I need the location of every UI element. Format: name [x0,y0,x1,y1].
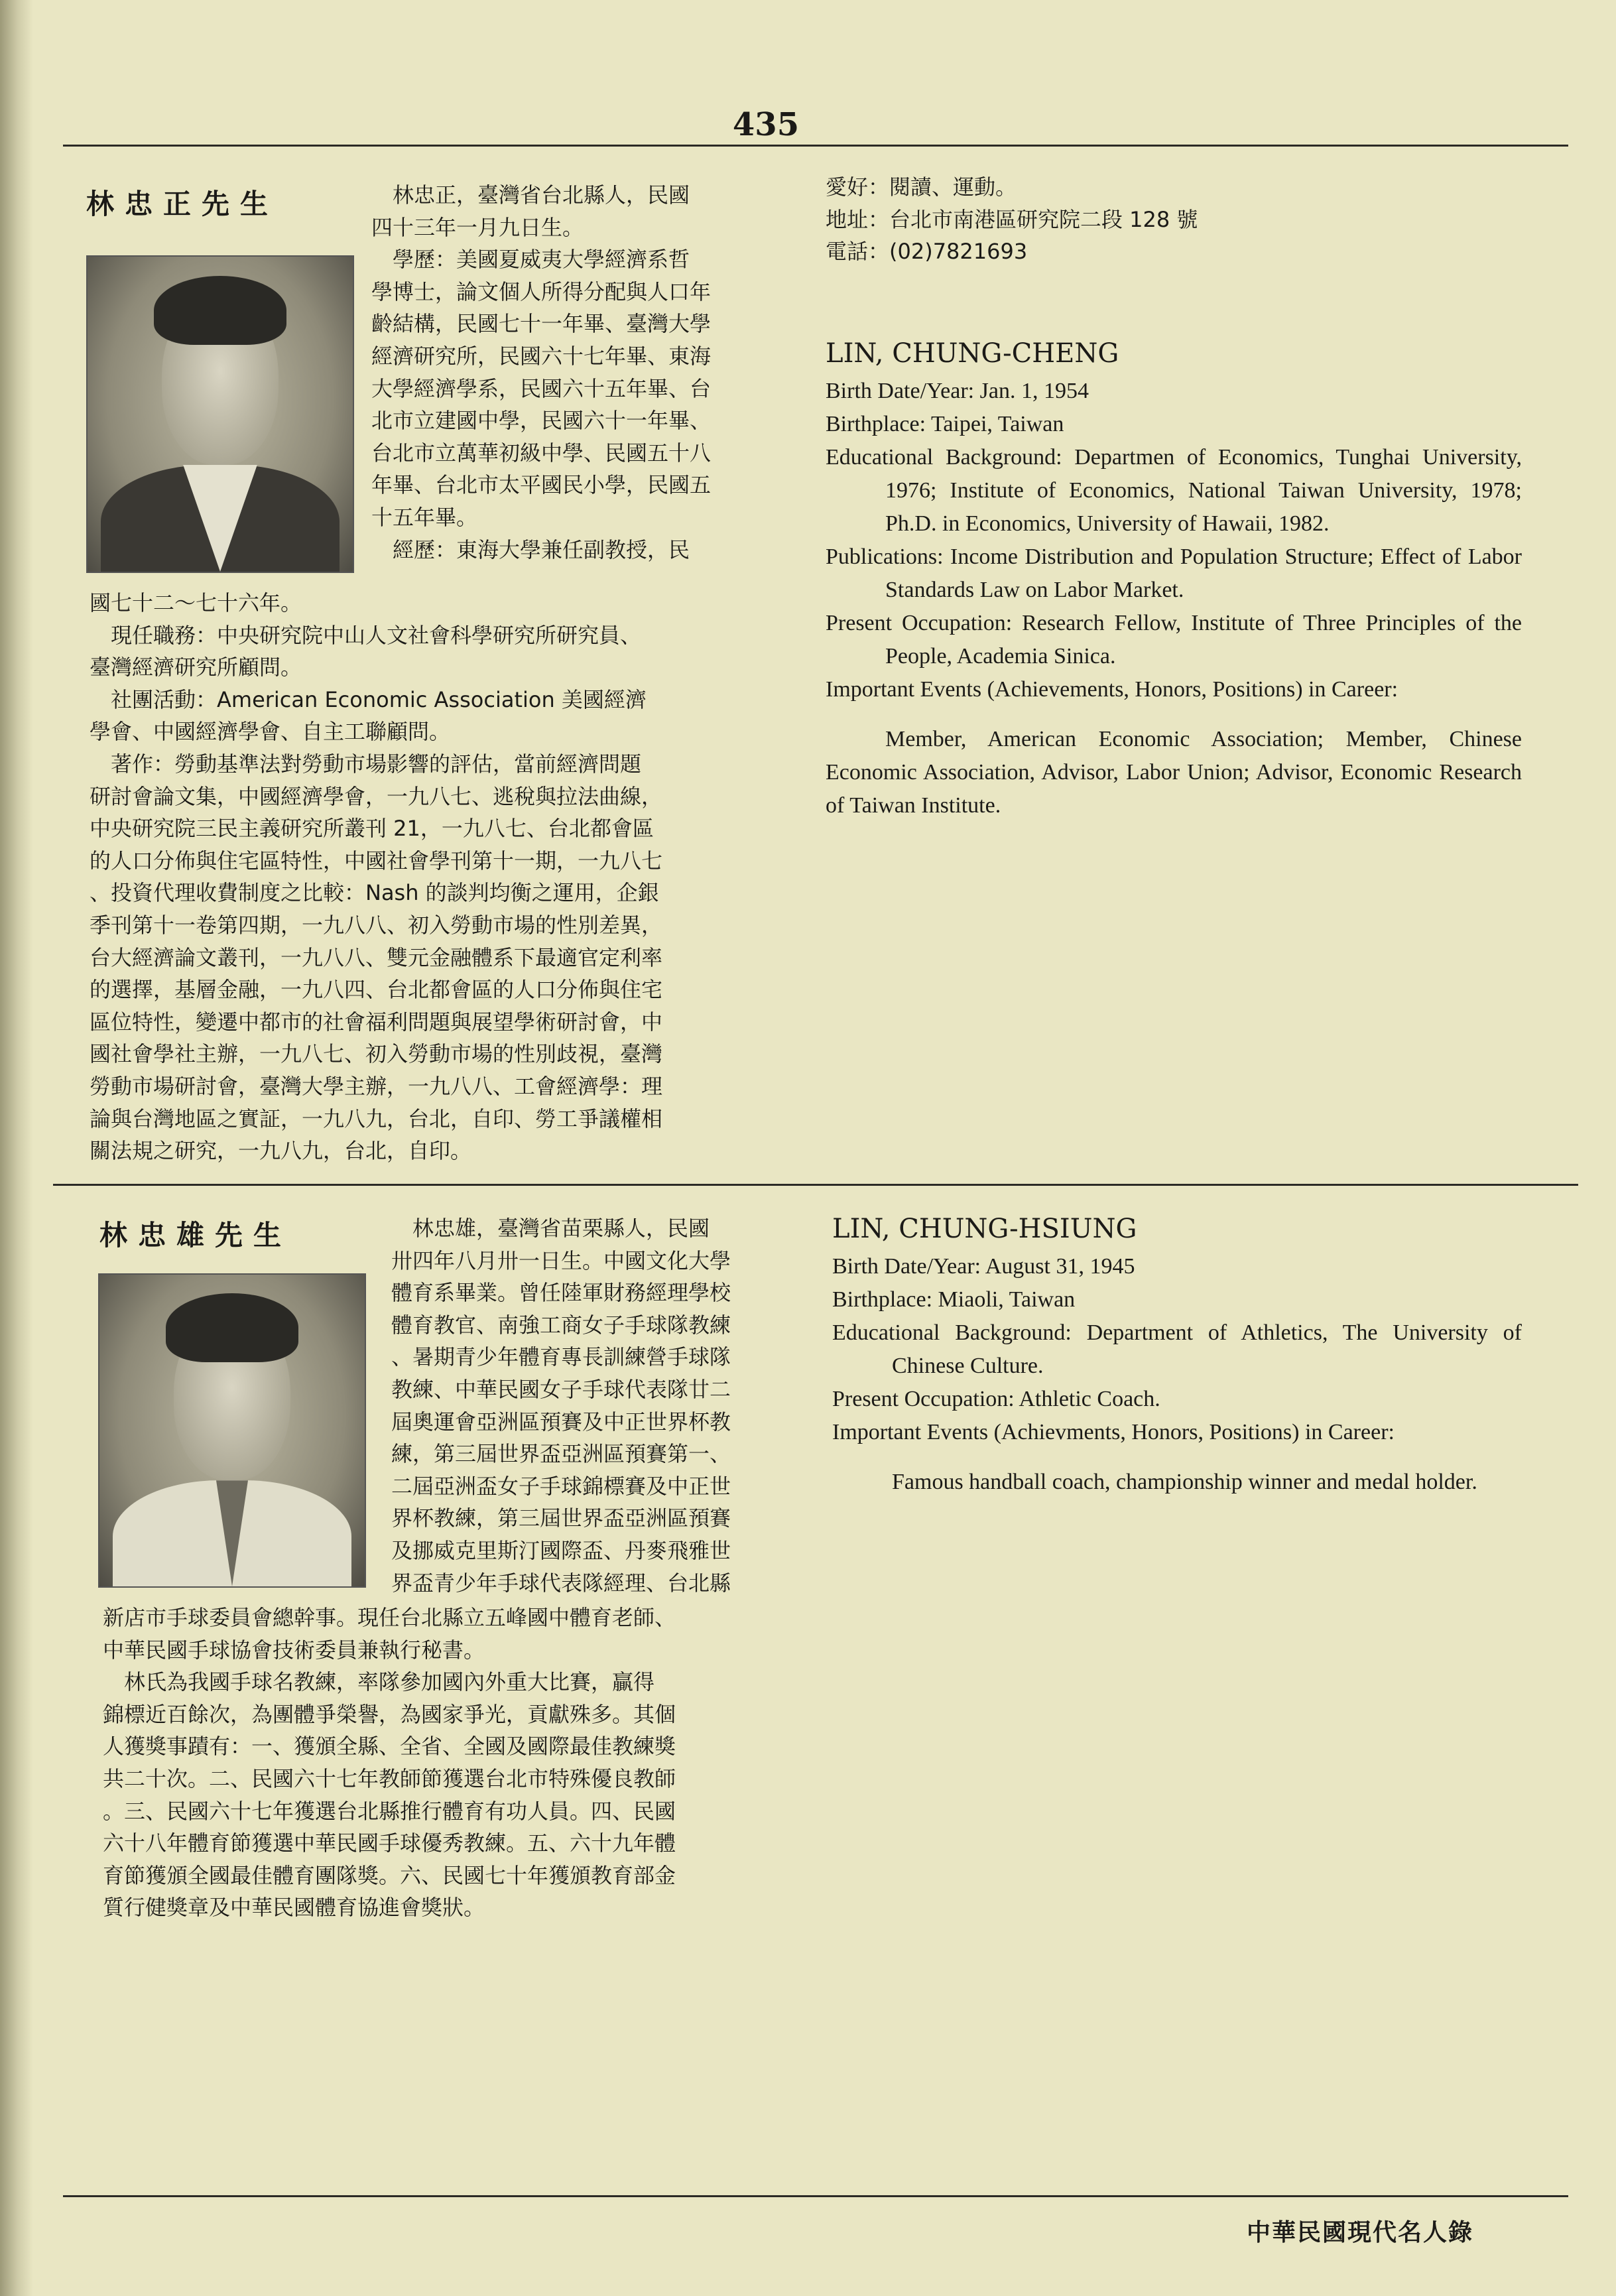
entry-2-events: Famous handball coach, championship winner and medal holder. [892,1470,1477,1494]
book-spine-shadow [0,0,33,2296]
entry-2-events-label: Important Events (Achievments, Honors, Positions) in Career: [832,1420,1395,1444]
portrait-hair [154,276,286,346]
header-rule [63,145,1568,147]
entry-2-education: Educational Background: Department of Athletics, The University of Chinese Culture. [832,1320,1522,1378]
entry-2-occupation: Present Occupation: Athletic Coach. [832,1387,1160,1411]
entry-1-publications: Publications: Income Distribution and Population Structure; Effect of Labor Standards Law on Labor Market. [826,544,1522,602]
entry-1-birthplace: Birthplace: Taipei, Taiwan [826,412,1064,436]
entry-2-birthplace: Birthplace: Miaoli, Taiwan [832,1287,1076,1312]
entry-1-birth-date: Birth Date/Year: Jan. 1, 1954 [826,379,1089,403]
entry-1-bio-zh-top: 林忠正，臺灣省台北縣人，民國 四十三年一月九日生。 學歷：美國夏威夷大學經濟系哲 學博士，論文個人所得分配與人口年 齡結構，民國七十一年畢、臺灣大學 經濟研究所，民國六十七年畢、東海 大學經濟學系，民國六十五年畢、台 北市立建國中學，民國六十一年畢、 台北市立萬華初級中學、民國五十八 年畢、台北市太平國民小學，民國五 十五年畢。 經歷：東海大學兼任副教授，民 [371,182,712,562]
entry-1-education: Educational Background: Departmen of Economics, Tunghai University, 1976; Institute of Economics, National Taiwan University, 1978; Ph.D. in Economics, University of Hawaii, 1982. [826,445,1522,536]
entry-1-portrait-photo [86,255,354,573]
book-title-footer: 中華民國現代名人錄 [1247,2219,1474,2246]
entry-separator-rule [53,1184,1578,1186]
entry-1-name-en: LIN, CHUNG-CHENG [826,338,1119,369]
entry-1-name-zh: 林忠正先生 [86,188,279,220]
entry-1-occupation: Present Occupation: Research Fellow, Institute of Three Principles of the People, Academia Sinica. [826,611,1522,669]
entry-2-birth-date: Birth Date/Year: August 31, 1945 [832,1254,1135,1279]
entry-2-portrait-photo [98,1273,366,1588]
page-number: 435 [732,106,800,143]
entry-1-bio-en [826,375,1522,822]
entry-2-bio-zh-top: 林忠雄，臺灣省苗栗縣人，民國 卅四年八月卅一日生。中國文化大學 體育系畢業。曾任陸軍財務經理學校 體育教官、南強工商女子手球隊教練 、暑期青少年體育專長訓練營手球隊 教練、中華民國女子手球代表隊廿二 屆奧運會亞洲區預賽及中正世界杯教 練，第三屆世界盃亞洲區預賽第一、 二屆亞洲盃女子手球錦標賽及中正世 界杯教練，第三屆世界盃亞洲區預賽 及挪威克里斯汀國際盃、丹麥飛雅世 界盃青少年手球代表隊經理、台北縣 [391,1216,731,1596]
entry-2-bio-en [832,1250,1522,1499]
entry-2-name-en: LIN, CHUNG-HSIUNG [832,1214,1137,1244]
entry-1-events: Member, American Economic Association; Member, Chinese Economic Association, Advisor, Labor Union; Advisor, Economic Research of Taiwan Institute. [826,727,1522,818]
footer-rule [63,2195,1568,2197]
entry-1-contact-zh: 愛好：閱讀、運動。 地址：台北市南港區研究院二段 128 號 電話：(02)7821693 [826,174,1198,265]
entry-1-bio-zh-full: 國七十二～七十六年。 現任職務：中央研究院中山人文社會科學研究所研究員、 臺灣經濟研究所顧問。 社團活動：American Economic Association 美國經濟 學會、中國經濟學會、自主工聯顧問。 著作：勞動基準法對勞動市場影響的評估，當前經濟問題 研討會論文集，中國經濟學會，一九八七、逃稅與拉法曲線， 中央研究院三民主義研究所叢刊 21，一九八七、台北都會區 的人口分佈與住宅區特性，中國社會學刊第十一期，一九八七 、投資代理收費制度之比較：Nash 的談判均衡之運用，企銀 季刊第十一卷第四期，一九八八、初入勞動市場的性別差異， 台大經濟論文叢刊，一九八八、雙元金融體系下最適官定利率 的選擇，基層金融，一九八四、台北都會區的人口分佈與住宅 區位特性，變遷中都市的社會福利問題與展望學術研討會，中 國社會學社主辦，一九八七、初入勞動市場的性別歧視，臺灣 勞動市場研討會，臺灣大學主辦，一九八八、工會經濟學：理 論與台灣地區之實証，一九八九，台北，自印、勞工爭議權相 關法規之研究，一九八九，台北，自印。 [90,590,663,1164]
portrait-hair [166,1293,298,1362]
entry-2-bio-zh-full: 新店市手球委員會總幹事。現任台北縣立五峰國中體育老師、 中華民國手球協會技術委員兼執行秘書。 林氏為我國手球名教練，率隊參加國內外重大比賽，贏得 錦標近百餘次，為團體爭榮譽，為國家爭光，貢獻殊多。其個 人獲獎事蹟有：一、獲頒全縣、全省、全國及國際最佳教練獎 共二十次。二、民國六十七年教師節獲選台北市特殊優良教師 。三、民國六十七年獲選台北縣推行體育有功人員。四、民國 六十八年體育節獲選中華民國手球優秀教練。五、六十九年體 育節獲頒全國最佳體育團隊獎。六、民國七十年獲頒教育部金 質行健獎章及中華民國體育協進會獎狀。 [103,1605,676,1921]
entry-1-events-label: Important Events (Achievements, Honors, Positions) in Career: [826,677,1398,702]
entry-2-name-zh: 林忠雄先生 [99,1219,292,1251]
